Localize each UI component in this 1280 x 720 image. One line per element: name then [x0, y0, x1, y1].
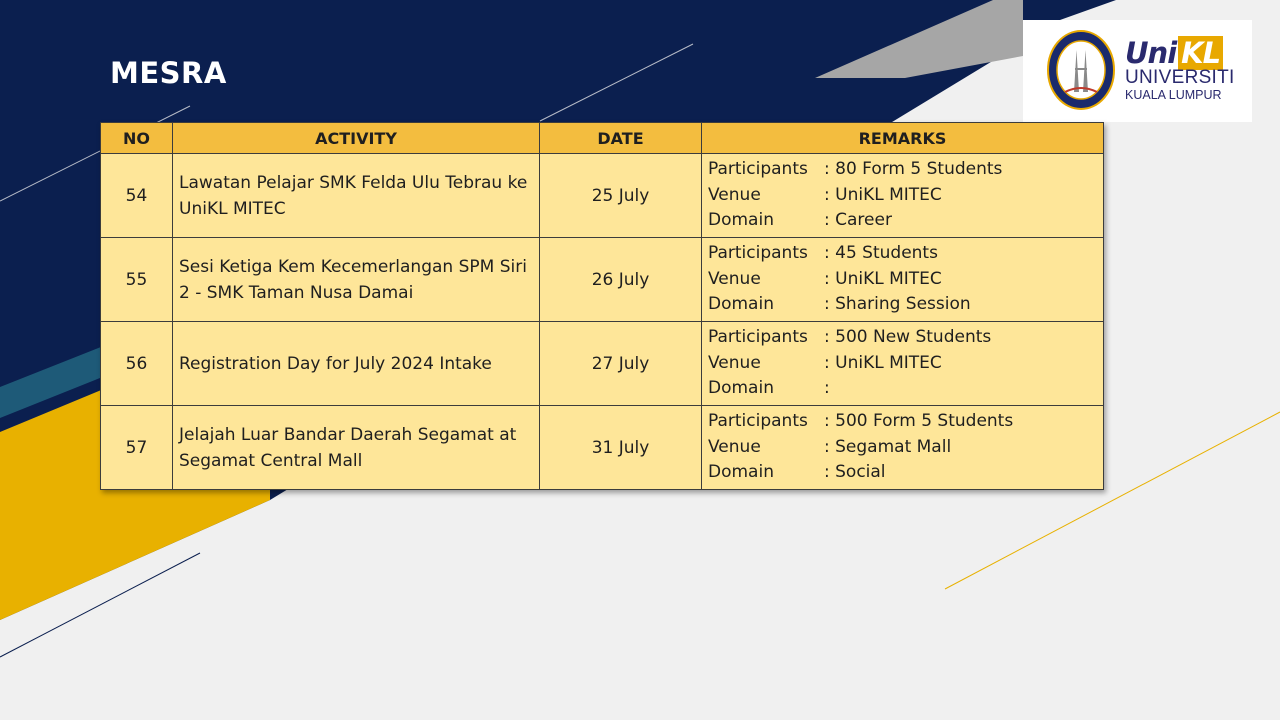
row-activity: Lawatan Pelajar SMK Felda Ulu Tebrau ke UniKL MITEC — [173, 154, 540, 238]
header-no: NO — [101, 123, 173, 154]
participants-label: Participants — [708, 327, 808, 348]
domain-label: Domain — [708, 378, 774, 399]
header-date: DATE — [540, 123, 702, 154]
row-date: 31 July — [540, 406, 702, 490]
row-remarks — [702, 322, 1104, 406]
row-remarks — [702, 154, 1104, 238]
row-remarks — [702, 406, 1104, 490]
table-row — [101, 154, 1104, 238]
domain-label: Domain — [708, 462, 774, 483]
participants-label: Participants — [708, 411, 808, 432]
venue-label: Venue — [708, 184, 761, 205]
row-date: 26 July — [540, 238, 702, 322]
participants-value: : 80 Form 5 Students — [824, 159, 1003, 180]
row-no: 56 — [101, 322, 173, 406]
row-date: 27 July — [540, 322, 702, 406]
row-activity: Sesi Ketiga Kem Kecemerlangan SPM Siri 2 - SMK Taman Nusa Damai — [173, 238, 540, 322]
activity-table — [100, 122, 1104, 490]
participants-value: : 500 Form 5 Students — [824, 411, 1014, 432]
venue-label: Venue — [708, 268, 761, 289]
logo-kl-text: KL — [1178, 36, 1223, 70]
venue-value: : UniKL MITEC — [824, 184, 942, 205]
participants-label: Participants — [708, 243, 808, 264]
participants-label: Participants — [708, 159, 808, 180]
logo-uni-text: Uni — [1125, 36, 1177, 70]
participants-value: : 500 New Students — [824, 327, 992, 348]
participants-value: : 45 Students — [824, 243, 938, 264]
venue-label: Venue — [708, 352, 761, 373]
table-row — [101, 238, 1104, 322]
venue-value: : UniKL MITEC — [824, 268, 942, 289]
domain-value: : — [824, 378, 830, 399]
domain-value: : Sharing Session — [824, 294, 971, 315]
domain-label: Domain — [708, 210, 774, 231]
row-no: 55 — [101, 238, 173, 322]
venue-value: : Segamat Mall — [824, 436, 952, 457]
row-remarks — [702, 238, 1104, 322]
university-seal-icon — [1047, 30, 1115, 110]
table-header-row — [101, 123, 1104, 154]
venue-value: : UniKL MITEC — [824, 352, 942, 373]
page-title: MESRA — [110, 56, 227, 90]
table-row — [101, 406, 1104, 490]
table-row — [101, 322, 1104, 406]
domain-label: Domain — [708, 294, 774, 315]
header-activity: ACTIVITY — [173, 123, 540, 154]
logo-line-2: KUALA LUMPUR — [1125, 88, 1222, 102]
row-activity: Registration Day for July 2024 Intake — [173, 322, 540, 406]
row-activity: Jelajah Luar Bandar Daerah Segamat at Segamat Central Mall — [173, 406, 540, 490]
row-no: 57 — [101, 406, 173, 490]
row-no: 54 — [101, 154, 173, 238]
header-remarks: REMARKS — [702, 123, 1104, 154]
unikl-logo — [1023, 20, 1252, 122]
domain-value: : Social — [824, 462, 886, 483]
logo-line-1: UNIVERSITI — [1125, 67, 1235, 88]
domain-value: : Career — [824, 210, 892, 231]
venue-label: Venue — [708, 436, 761, 457]
row-date: 25 July — [540, 154, 702, 238]
